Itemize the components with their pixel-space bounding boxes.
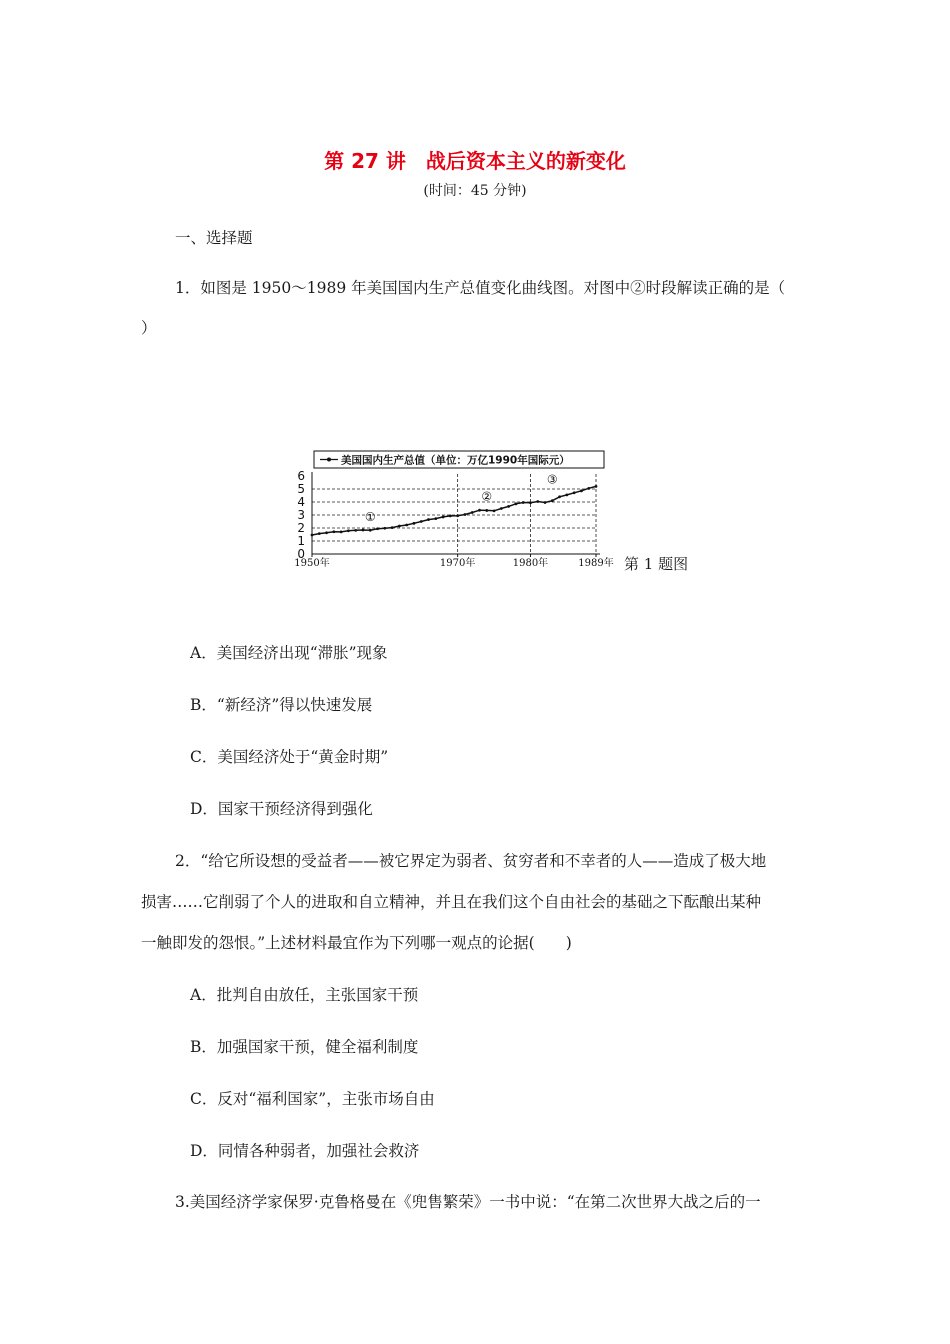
gdp-data-point [383, 527, 386, 530]
gdp-data-point [362, 529, 365, 532]
gdp-data-point [587, 487, 590, 490]
gdp-data-point [347, 529, 350, 532]
q2-option-c[interactable]: C．反对“福利国家”，主张市场自由 [190, 1090, 435, 1108]
page-title: 第 27 讲 战后资本主义的新变化 [324, 149, 626, 173]
legend-label: 美国国内生产总值（单位：万亿1990年国际元） [341, 454, 570, 467]
gdp-data-point [413, 522, 416, 525]
y-tick-label: 6 [297, 469, 305, 483]
gdp-data-point [376, 527, 379, 530]
q2-line3: 一触即发的怨恨。”上述材料最宜作为下列哪一观点的论据( ) [141, 934, 572, 952]
gdp-data-point [595, 485, 598, 488]
period-marker: ① [364, 510, 376, 525]
gdp-data-point [391, 526, 394, 529]
gdp-data-point [318, 532, 321, 535]
gdp-data-point [311, 534, 314, 537]
gdp-data-point [565, 493, 568, 496]
gdp-data-point [434, 517, 437, 520]
gdp-data-point [514, 502, 517, 505]
gdp-data-point [522, 501, 525, 504]
gdp-data-point [500, 507, 503, 510]
gdp-data-point [544, 501, 547, 504]
gdp-data-point [369, 529, 372, 532]
q1-option-c[interactable]: C．美国经济处于“黄金时期” [190, 748, 389, 766]
gdp-data-point [405, 524, 408, 527]
chart-series [311, 485, 598, 536]
gdp-data-point [485, 509, 488, 512]
gdp-data-point [354, 529, 357, 532]
gdp-data-point [478, 509, 481, 512]
q3-line1: 3.美国经济学家保罗·克鲁格曼在《兜售繁荣》一书中说：“在第二次世界大战之后的一 [175, 1193, 761, 1211]
period-marker: ③ [546, 472, 558, 487]
q1-stem-line1: 1．如图是 1950～1989 年美国国内生产总值变化曲线图。对图中②时段解读正确的是（ [175, 279, 786, 297]
q1-stem-line2: ） [141, 319, 157, 337]
section-heading: 一、选择题 [175, 229, 253, 247]
gdp-data-point [464, 513, 467, 516]
period-marker: ② [481, 489, 493, 504]
q2-option-b[interactable]: B．加强国家干预，健全福利制度 [190, 1038, 419, 1056]
q2-line1: 2．“给它所设想的受益者——被它界定为弱者、贫穷者和不幸者的人——造成了极大地 [175, 852, 767, 870]
x-tick-label: 1980年 [512, 558, 549, 569]
y-tick-label: 5 [297, 482, 305, 496]
x-tick-label: 1950年 [294, 558, 330, 569]
q2-option-a[interactable]: A．批判自由放任，主张国家干预 [190, 986, 419, 1004]
gdp-data-point [558, 495, 561, 498]
gdp-line-chart [292, 444, 622, 574]
y-tick-label: 0 [297, 547, 305, 561]
q2-line2: 损害……它削弱了个人的进取和自立精神，并且在我们这个自由社会的基础之下酝酿出某种 [141, 893, 762, 911]
y-tick-label: 3 [297, 508, 305, 522]
gdp-data-point [427, 518, 430, 521]
gdp-data-point [573, 491, 576, 494]
q2-option-d[interactable]: D．同情各种弱者，加强社会救济 [190, 1142, 420, 1160]
gdp-data-point [536, 500, 539, 503]
q1-option-d[interactable]: D．国家干预经济得到强化 [190, 800, 373, 818]
y-tick-label: 2 [297, 521, 305, 535]
x-tick-label: 1970年 [439, 558, 476, 569]
gdp-data-point [325, 531, 328, 534]
q1-option-a[interactable]: A．美国经济出现“滞胀”现象 [190, 644, 388, 662]
chart-axes [294, 469, 613, 569]
chart-legend [314, 451, 604, 468]
y-tick-label: 4 [297, 495, 305, 509]
x-tick-label: 1989年 [578, 558, 614, 569]
gdp-data-point [507, 505, 510, 508]
chart-annotations [365, 472, 558, 524]
gdp-data-point [493, 509, 496, 512]
time-limit: (时间：45 分钟) [423, 183, 527, 199]
gdp-data-point [332, 530, 335, 533]
legend-marker [327, 458, 331, 462]
gdp-data-point [529, 501, 532, 504]
gdp-data-point [340, 531, 343, 534]
figure-caption: 第 1 题图 [624, 555, 689, 573]
gdp-data-point [456, 514, 459, 517]
q1-option-b[interactable]: B．“新经济”得以快速发展 [190, 696, 373, 714]
gdp-data-point [580, 489, 583, 492]
gdp-data-point [471, 511, 474, 514]
gdp-data-point [449, 515, 452, 518]
gdp-data-point [442, 516, 445, 519]
gdp-data-point [551, 499, 554, 502]
gdp-data-point [398, 525, 401, 528]
y-tick-label: 1 [297, 534, 305, 548]
gdp-data-point [420, 520, 423, 523]
